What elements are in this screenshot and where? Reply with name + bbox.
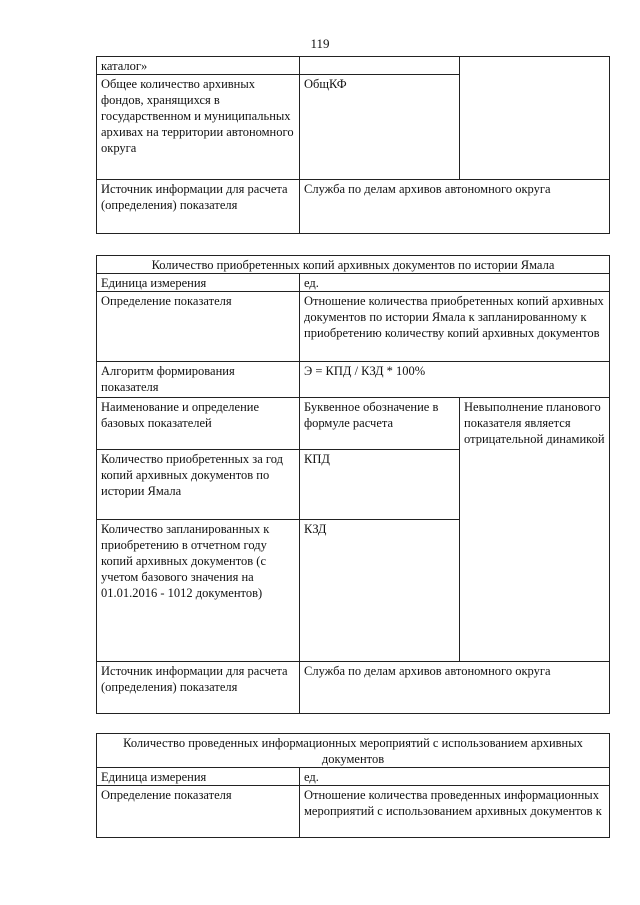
empty-cell [460,57,610,180]
source-value: Служба по делам архивов автономного округа [300,662,610,714]
definition-label: Определение показателя [97,786,300,838]
kzd-label: Количество запланированных к приобретению в отчетном году копий архивных документов (с учетом базового значения на 01.01.2016 - 1012 документов) [97,520,300,662]
kpd-label: Количество приобретенных за год копий архивных документов по истории Ямала [97,450,300,520]
indicator-table-information-events [96,733,610,838]
source-value: Служба по делам архивов автономного округа [300,180,610,234]
unit-label: Единица измерения [97,274,300,292]
base-indicators-label: Наименование и определение базовых показателей [97,398,300,450]
total-funds-value: ОбщКФ [300,75,460,180]
page-number: 119 [310,36,330,51]
unit-value: ед. [300,768,610,786]
total-funds-label: Общее количество архивных фондов, хранящихся в государственном и муниципальных архивах на территории автономного округа [97,75,300,180]
indicator-table-archival-funds [96,56,610,234]
algorithm-formula: Э = КПД / КЗД * 100% [300,362,610,398]
continuation-text: каталог» [97,57,300,75]
indicator-title: Количество проведенных информационных мероприятий с использованием архивных документов [97,734,610,768]
dynamics-note: Невыполнение планового показателя является отрицательной динамикой [460,398,610,662]
indicator-title: Количество приобретенных копий архивных документов по истории Ямала [97,256,610,274]
algorithm-label: Алгоритм формирования показателя [97,362,300,398]
source-label: Источник информации для расчета (определения) показателя [97,662,300,714]
kpd-value: КПД [300,450,460,520]
letter-designation-header: Буквенное обозначение в формуле расчета [300,398,460,450]
unit-label: Единица измерения [97,768,300,786]
definition-value: Отношение количества проведенных информационных мероприятий с использованием архивных документов к [300,786,610,838]
unit-value: ед. [300,274,610,292]
empty-cell [300,57,460,75]
source-label: Источник информации для расчета (определения) показателя [97,180,300,234]
definition-label: Определение показателя [97,292,300,362]
definition-value: Отношение количества приобретенных копий архивных документов по истории Ямала к запланированному к приобретению количеству копий архивных документов [300,292,610,362]
kzd-value: КЗД [300,520,460,662]
indicator-table-acquired-copies [96,255,610,714]
